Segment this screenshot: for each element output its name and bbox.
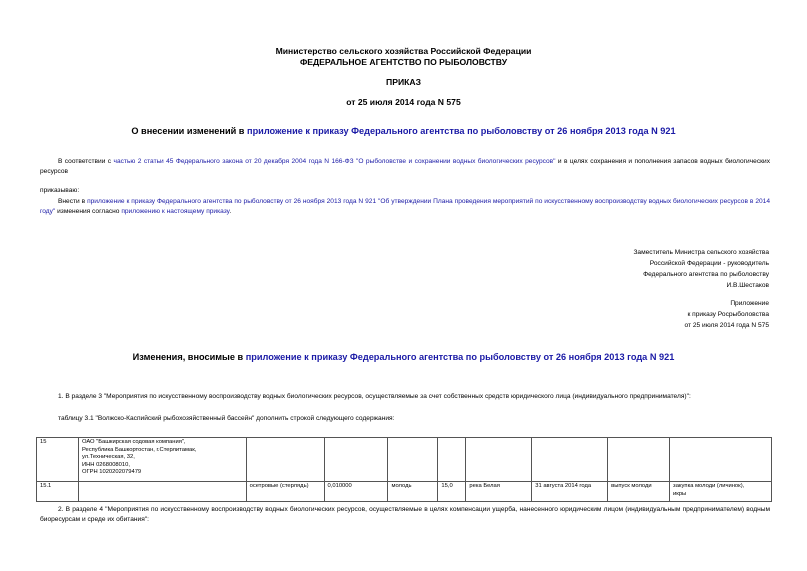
amount-cell: 0,010000 <box>324 482 388 502</box>
order-text-1: Внести в <box>58 198 88 205</box>
empty-cell <box>438 438 466 482</box>
stage-cell: молодь <box>388 482 438 502</box>
source-cell <box>670 482 772 502</box>
order-text-2: изменения согласно <box>55 207 122 215</box>
org-line: Республика Башкортостан, г.Стерлитамак, <box>81 446 197 453</box>
empty-cell <box>388 438 438 482</box>
row-number: 15 <box>37 438 79 482</box>
changes-title-link[interactable]: приложение к приказу Федерального агентства по рыболовству от 26 ноября 2013 года N 921 <box>245 352 675 362</box>
signature-name: И.В.Шестаков <box>726 282 769 289</box>
empty-cell <box>246 438 324 482</box>
empty-cell <box>78 482 246 502</box>
empty-cell <box>608 438 670 482</box>
appendix-block <box>509 298 769 331</box>
order-appendix-link[interactable]: приложение к приказу Федерального агентства по рыболовству от 26 ноября 2013 года N 921 "Об утверждении Плана проведения мероприятий по искусственному воспроизводству водных биологических ресурсов в 2014 году" <box>40 198 770 215</box>
table-row <box>37 482 772 502</box>
empty-cell <box>532 438 608 482</box>
doc-title <box>0 126 807 136</box>
org-line: ул.Техническая, 32, <box>81 454 135 461</box>
preamble-text-1: В соответствии с <box>58 158 114 165</box>
org-line: ИНН 0268008010, <box>81 461 130 468</box>
method-cell: выпуск молоди <box>608 482 670 502</box>
preamble-paragraph <box>40 157 770 176</box>
signature-line-1: Заместитель Министра сельского хозяйства <box>633 249 769 256</box>
empty-cell <box>324 438 388 482</box>
source-line: икры <box>673 490 687 497</box>
empty-cell <box>466 438 532 482</box>
appendix-line-3: от 25 июля 2014 года N 575 <box>684 322 769 329</box>
appendix-line-1: Приложение <box>730 300 769 307</box>
appendix-line-2: к приказу Росрыболовства <box>687 311 769 318</box>
river-cell: река Белая <box>466 482 532 502</box>
source-line: закупка молоди (личинок), <box>673 483 745 489</box>
species-cell: осетровые (стерлядь) <box>246 482 324 502</box>
empty-cell <box>670 438 772 482</box>
doc-title-prefix: О внесении изменений в <box>131 126 248 136</box>
agency-name: ФЕДЕРАЛЬНОЕ АГЕНТСТВО ПО РЫБОЛОВСТВУ <box>299 57 508 67</box>
table-row <box>37 438 772 482</box>
preamble-text-2: и в целях сохранения и пополнения запасов водных биологических ресурсов <box>40 158 770 175</box>
signature-line-3: Федерального агентства по рыболовству <box>643 271 769 278</box>
order-word: приказываю: <box>40 187 80 194</box>
org-line: ОГРН 1020202079479 <box>81 469 142 476</box>
order-text-3: . <box>229 207 232 215</box>
date-cell: 31 августа 2014 года <box>532 482 608 502</box>
ministry-name: Министерство сельского хозяйства Российской Федерации <box>275 46 532 56</box>
org-line: ОАО "Башкирская содовая компания", <box>81 439 186 445</box>
doc-type: ПРИКАЗ <box>386 77 421 87</box>
order-attachment-link[interactable]: приложению к настоящему приказу <box>121 207 230 215</box>
section-1-text: 1. В разделе 3 "Мероприятия по искусственному воспроизводству водных биологических ресурсов, осуществляемые за счет собственных средств юридического лица (индивидуального предпринимателя)": <box>58 393 691 400</box>
weight-cell: 15,0 <box>438 482 466 502</box>
section-2-text: 2. В разделе 4 "Мероприятия по искусственному воспроизводству водных биологических ресурсов, осуществляемые в целях компенсации ущерба, нанесенного юридическим лицом (индивидуальным предпринимателем) водным биоресурсам и среде их обитания": <box>40 506 770 523</box>
signature-line-2: Российской Федерации - руководитель <box>649 260 769 267</box>
doc-title-link[interactable]: приложение к приказу Федерального агентства по рыболовству от 26 ноября 2013 года N 921 <box>247 126 676 136</box>
plan-table <box>36 437 772 502</box>
doc-date: от 25 июля 2014 года N 575 <box>346 97 461 107</box>
table-intro-text: таблицу 3.1 "Волжско-Каспийский рыбохозяйственный бассейн" дополнить строкой следующего содержания: <box>58 415 395 422</box>
preamble-law-link[interactable]: частью 2 статьи 45 Федерального закона от 20 декабря 2004 года N 166-ФЗ "О рыболовстве и сохранении водных биологических ресурсов" <box>113 158 556 165</box>
order-item-paragraph <box>40 197 770 216</box>
organization-cell <box>78 438 246 482</box>
row-number: 15.1 <box>37 482 79 502</box>
changes-title-prefix: Изменения, вносимые в <box>132 352 246 362</box>
changes-title <box>0 352 807 362</box>
signature-block <box>509 247 769 291</box>
